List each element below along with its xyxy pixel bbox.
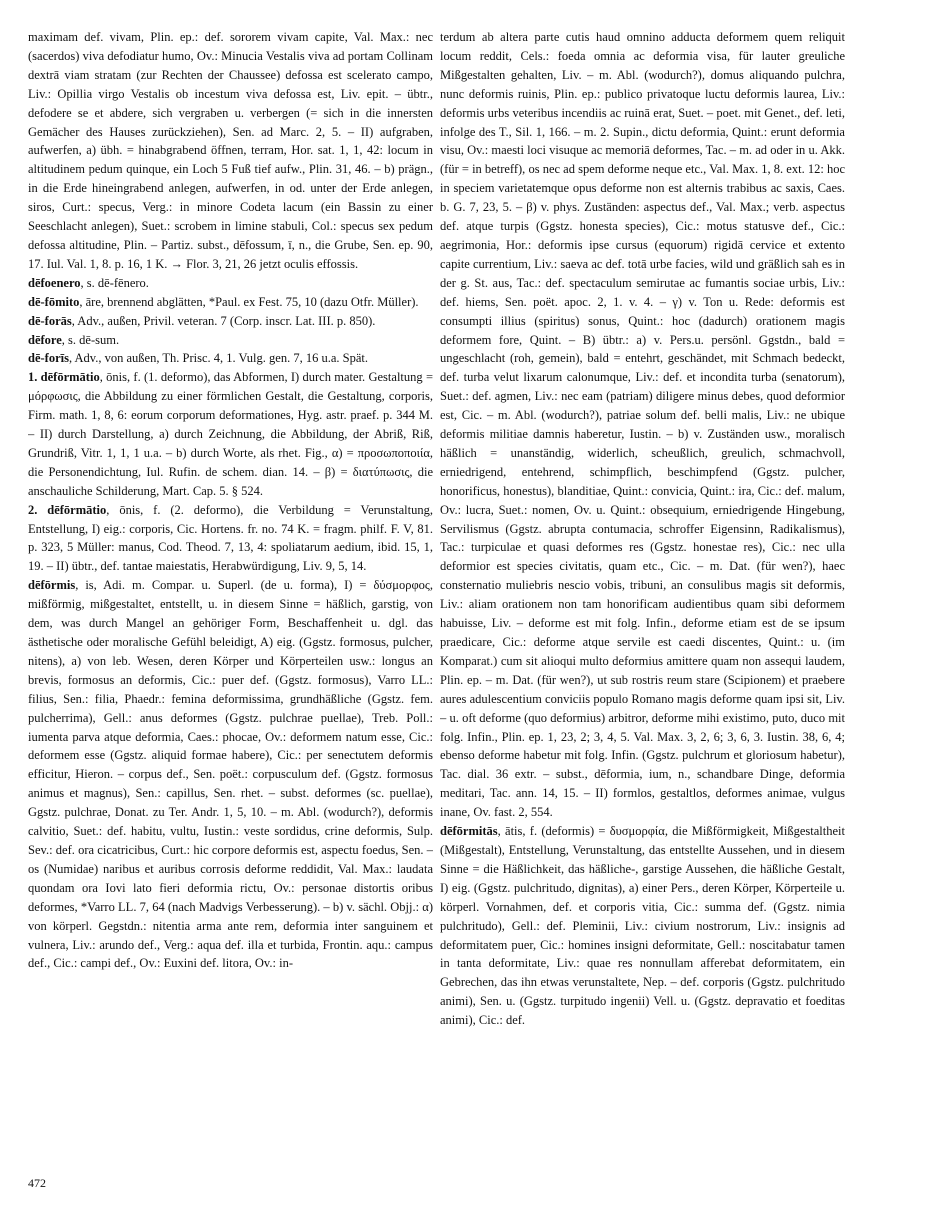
entry-defore: dēfore, s. dē-sum. — [28, 332, 120, 347]
headword: dē-fōmito — [28, 294, 80, 309]
right-column — [440, 28, 845, 1168]
headword: 1. dēfōrmātio — [28, 370, 100, 385]
page-number: 472 — [28, 1176, 46, 1190]
entry-deformis-continued: terdum ab altera parte cutis haud omnino adducta deformem quem reliquit locum reddit, Cels.: foeda omnia ac deformia visa, für lauter greuliche Mißgestalten gehalten, Liv. – m. Abl. (wodurch?), domus aliquando pulchra, nunc deformis ruinis, Plin. ep.: publico privatoque luctu deformis laurea, Liv.: deformis urbs veteribus incendiis ac ruinā erat, Suet. – poet. mit Genet., def. leti, infolge des T., Sil. 1, 166. – m. 2. Supin., dictu deformia, Quint.: erunt deformia visu, Ov.: maesti loci visuque ac memoriā deformes, Tac. – m. ad oder in u. Akk. (für = in betreff), os nec ad spem deforme neque etc., Val. Max. 1, 8. ext. 12: hoc in speciem varietatemque opus deforme non est alternis trabibus ac saxis, Caes. b. G. 7, 23, 5. – β) v. phys. Zuständen: aspectus def., Val. Max.; verb. aspectus def. atque turpis (Ggstz. honesta species), Cic.: motus statusve def., Cic.: aegrimonia, Hor.: deformis ipse cursus (equorum) rigidā cervice et extento capite currentium, Liv.: saeva ac def. totā urbe facies, wild und gräßlich sah es in der g. St. aus, Tac.: def. spectaculum semirutae ac fumantis sociae urbis, Liv.: def. hiems, Sen. poët. apoc. 2, 1. v. 4. – γ) v. Ton u. Rede: deformis est consumpti illius (spiritus) sonus, Quint.: hoc (dadurch) orationem magis deformem fore, Quint. – B) übtr.: a) v. Pers.u. persönl. Ggstdn., bald = ungeschlacht (roh, gemein), bald = entehrt, geschändet, mit Schmach bedeckt, def. turba velut lixarum calonumque, Liv.: def. et incondita turba (senatorum), Suet.: def. agmen, Liv.: nec eam (patriam) diligere minus debes, quod deformior est, Cic. – m. Abl. (wodurch?), patriae solum def. belli malis, Liv.: ne ubique deformis militiae damnis haberetur, Iustin. – b) v. Zuständen usw., moralisch häßlich = unanständig, widerlich, scheußlich, greulich, schmachvoll, erniedrigend, entehrend, schimpflich, beschimpfend (Ggstz. pulcher, honorificus, honestus), blanditiae, Quint.: convicia, Quint.: ira, Cic.: def. malum, Ov.: lucra, Suet.: nomen, Ov. u. Quint.: obsequium, erniedrigende Hingebung, Servilismus (Ggstz. abrupta contumacia, schroffer Eigensinn, Radikalismus), Tac.: turpiculae et quasi deformes res (Ggstz. honestae res), Cic.: nec ulla deformior est species civitatis, quam etc., Cic. – m. Dat. (für wen?), haec consternatio muliebris nescio vobis, tribuni, an consulibus magis sit deformis, Liv.: aliam orationem non tam honorificam audientibus quam sibi deformem habuisse, Liv. – deforme est mit folg. Infin., deforme etiam est de se ipsum praedicare, Cic.: deforme atque servile est caedi discentes, Quint.: u. (im Komparat.) cum sit alioqui multo deformius amittere quam non assequi laudem, Plin. ep. – m. Dat. (für wen?), ut sub rostris reum stare (Scipionem) et praebere aures adulescentium conviciis populo Romano magis deforme quam ipsi sit, Liv. – u. oft deforme (quo deformius) arbitror, deforme mihi existimo, puto, duco mit folg. Infin., Plin. ep. 1, 23, 2; 3, 4, 5. Val. Max. 3, 2, 6; 3, 6, 3. Iustin. 38, 6, 4; ebenso deforme habetur mit folg. Infin. (Ggstz. pulchrum et gloriosum habetur), Tac. dial. 36 extr. – subst., dēformia, ium, n., schandbare Dinge, deformia meditari, Tac. ann. 14, 15. – II) formlos, gestaltlos, deformes animae, vulgus inane, Ov. fast. 2, 554. — [440, 30, 845, 820]
headword: dēfore — [28, 332, 62, 347]
left-column — [28, 28, 433, 1168]
entry-continuation: maximam def. vivam, Plin. ep.: def. sororem vivam capite, Val. Max.: nec (sacerdos) viva defodiatur humo, Ov.: Minucia Vestalis viva ad portam Collinam dextrā viam stratam (zur Rechten der Chaussee) defossa est scelerato campo, Liv.: Opillia virgo Vestalis ob incestum viva defossa est, Liv. epit. – übtr., defodere se et abdere, sich vergraben u. verbergen (= sich in die innersten Gemächer des Hauses zurückziehen), Sen. ad Marc. 2, 5. – II) aufgraben, aufwerfen, a) übh. = hinabgrabend öffnen, terram, Hor. sat. 1, 1, 42: locum in altitudinem pedum quinque, ein Loch 5 Fuß tief aufw., Plin. 31, 46. – b) prägn., in die Erde hineingrabend anlegen, aufwerfen, in od. unter der Erde anlegen, siros, Curt.: specus, Verg.: in minore Codeta lacum (ein Bassin zu einer Seeschlacht anlegen), Suet.: scrobem in limine stabuli, Col.: specus sex pedum defossa altitudine, Plin. – Partiz. subst., dēfossum, ī, n., die Grube, Sen. ep. 90, 17. Iul. Val. 1, 8. p. 16, 1 K. → Flor. 3, 21, 26 jetzt oculis effossis. — [28, 30, 433, 271]
headword: dēfōrmis — [28, 578, 76, 593]
entry-de-foras: dē-forās, Adv., außen, Privil. veteran. 7 (Corp. inscr. Lat. III. p. 850). — [28, 313, 376, 328]
entry-defoenero: dēfoenero, s. dē-fēnero. — [28, 275, 149, 290]
entry-deformis: dēfōrmis, is, Adi. m. Compar. u. Superl. (de u. forma), I) = δύσμορφος, mißförmig, mißgestaltet, entstellt, u. in diesem Sinne = häßlich, garstig, von dem, was durch Mangel an gehöriger Form, Beschaffenheit u. dgl. das ästhetische oder moralische Gefühl beleidigt, A) eig. (Ggstz. formosus, pulcher, nitens), a) von leb. Wesen, deren Körper und Körperteilen usw.: longus an brevis, formosus an deformis, Cic.: puer def. (Ggstz. formosus), Varro LL.: filius, Sen.: filia, Phaedr.: femina deformissima, grundhäßliche (Ggstz. fem. pulcherrima), Gell.: anus deformes (Ggstz. pulchrae puellae), Treb. Poll.: iumenta parva atque deformia, Caes.: phocae, Ov.: deformem natum esse, Cic.: deformem esse (Ggstz. aliquid formae habere), Cic.: per senectutem deformis efficitur, Hieron. – corpus def., Sen. poët.: corpusculum def. (Ggstz. formosus animus et magnus), Sen.: capillus, Sen. rhet. – subst. deformes (sc. puellae), Ggstz. pulchrae, Donat. zu Ter. Andr. 1, 5, 10. – m. Abl. (wodurch?), deformis calvitio, Suet.: def. habitu, vultu, Iustin.: veste sordidus, crine deformis, Sulp. Sev.: def. ora cicatricibus, Curt.: hic corpore deformis est, aspectu foedus, Sen. – os (Numidae) naribus et auribus corrosis deforme reddidit, Val. Max.: laudata quondam ora Iovi lato fieri deformia rictu, Ov.: personae distortis oribus deformes, *Varro LL. 7, 64 (nach Madvigs Verbesserung). – b) v. sächl. Objj.: α) von körperl. Gegstdn.: nitentia arma ante rem, deformia inter sanguinem et vulnera, Liv.: arundo def., Verg.: aqua def. illa et turbida, Frontin. aqu.: campus def., Cic.: campi def., Ov.: Euxini def. litora, Ov.: in- — [28, 578, 433, 971]
entry-deformatio-2: 2. dēfōrmātio, ōnis, f. (2. deformo), die Verbildung = Verunstaltung, Entstellung, I) eig.: corporis, Cic. Hortens. fr. no. 74 K. = fragm. philf. F. V, 81. p. 323, 5 Müller: manus, Cod. Theod. 7, 13, 4: spoliatarum aedium, ibid. 15, 1, 19. – II) übtr., def. tantae maiestatis, Herabwürdigung, Liv. 9, 5, 14. — [28, 502, 433, 574]
headword: 2. dēfōrmātio — [28, 502, 107, 517]
entry-de-foris: dē-forīs, Adv., von außen, Th. Prisc. 4, 1. Vulg. gen. 7, 16 u.a. Spät. — [28, 351, 368, 366]
entry-deformitas: dēfōrmitās, ātis, f. (deformis) = δυσμορφία, die Mißförmigkeit, Mißgestaltheit (Mißgestalt), Entstellung, Verunstaltung, das entstellte Aussehen, und in diesem Sinne = die Häßlichkeit, das häßliche-, garstige Aussehen, die häßliche Gestalt, I) eig. (Ggstz. pulchritudo, dignitas), a) einer Pers., deren Körper, Körperteile u. körperl. Vornahmen, def. et corporis vitia, Cic.: summa def. (Ggstz. nimia pulchritudo), Gell.: def. Pleminii, Liv.: civium nostrorum, Liv.: insignis ad deformitatem puer, Cic.: homines insigni deformitate, Gell.: noscitabatur tamen in tanta deformitate, Liv.: quae res nonnullam afferebat deformitatem, ein Gebrechen, das ihn etwas verunstaltete, Nep. – def. corporis (Ggstz. pulchritudo animi), Sen. u. (Ggstz. turpitudo ingenii) Vell. u. (Ggstz. depravatio et foeditas animi), Cic.: def. — [440, 824, 845, 1028]
headword: dē-forīs — [28, 351, 69, 366]
entry-deformatio-1: 1. dēfōrmātio, ōnis, f. (1. deformo), das Abformen, I) durch mater. Gestaltung = μόρφωσις, die Abbildung zu einer förmlichen Gestalt, die Gestaltung, corporis, Firm. math. 1, 8, 6: eorum corporum deformationes, Hyg. astr. praef. p. 344 M. – II) durch Darstellung, a) durch Zeichnung, die Abbildung, der Abriß, Riß, Grundriß, Vitr. 1, 1, 1 u.a. – b) durch Worte, als rhet. Fig., α) = προσωποποιία, die Personendichtung, Iul. Rufin. de schem. dian. 14. – β) = διατύπωσις, die anschauliche Schilderung, Mart. Cap. 5. § 524. — [28, 370, 433, 498]
headword: dē-forās — [28, 313, 72, 328]
headword: dēfōrmitās — [440, 824, 498, 839]
headword: dēfoenero — [28, 275, 81, 290]
entry-de-fomito: dē-fōmito, āre, brennend abglätten, *Paul. ex Fest. 75, 10 (dazu Otfr. Müller). — [28, 294, 419, 309]
